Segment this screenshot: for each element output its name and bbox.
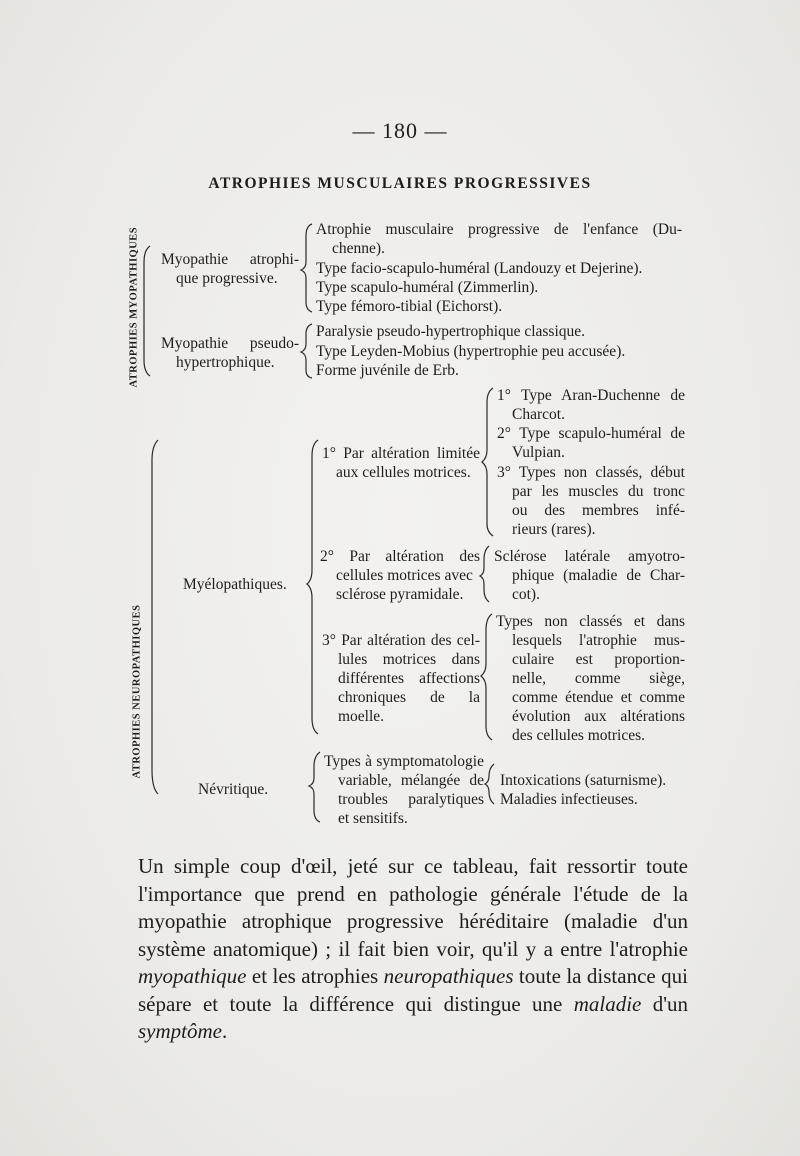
emphasis: symptôme xyxy=(138,1019,222,1043)
sub1-item: par les muscles du tronc xyxy=(512,483,685,500)
myopathiques-vertical-label: ATROPHIES MYOPATHIQUES xyxy=(128,226,140,388)
sub3-line: 3° Par altération des cel- xyxy=(322,632,480,649)
group1-item: Type scapulo-huméral (Zimmerlin). xyxy=(316,279,539,296)
group1-item: Atrophie musculaire progressive de l'enfance (Du- xyxy=(316,221,682,238)
sub2-line: cellules motrices avec xyxy=(336,567,473,584)
sub3-item: Types non classés et dans xyxy=(496,613,685,630)
sub1-line: aux cellules motrices. xyxy=(336,464,471,481)
sub3-line: différentes affections xyxy=(338,670,480,687)
sub3-item: culaire est proportion- xyxy=(512,651,685,668)
sub1-item: 2° Type scapulo-huméral de xyxy=(497,425,685,442)
emphasis: maladie xyxy=(573,991,642,1016)
page-number: — 180 — xyxy=(352,118,448,143)
sub3-item: comme étendue et comme xyxy=(512,689,685,706)
sub3-line: chroniques de la xyxy=(338,689,480,706)
emphasis: neuropathiques xyxy=(383,964,514,988)
sub1-item: Vulpian. xyxy=(512,444,565,461)
nevritique-item: Intoxications (saturnisme). xyxy=(500,772,667,789)
sub3-item: lesquels l'atrophie mus- xyxy=(512,632,685,649)
group2-item: Type Leyden-Mobius (hypertrophie peu accusée). xyxy=(316,343,626,360)
group1-item: chenne). xyxy=(332,240,385,257)
nevritique-line: troubles paralytiques xyxy=(338,791,484,808)
group2-label-line1: Myopathie pseudo- xyxy=(161,335,299,352)
myelopathiques-label: Myélopathiques. xyxy=(183,576,287,593)
sub3-item: nelle, comme siège, xyxy=(512,670,685,687)
sub1-item: Charcot. xyxy=(512,406,565,423)
group2-label-line2: hypertrophique. xyxy=(176,354,275,371)
sub2-line: sclérose pyramidale. xyxy=(336,586,464,603)
sub1-item: 3° Types non classés, début xyxy=(497,464,685,481)
table-title: ATROPHIES MUSCULAIRES PROGRESSIVES xyxy=(208,175,592,192)
group1-label-line1: Myopathie atrophi- xyxy=(161,251,299,268)
nevritique-line: Types à symptomatologie xyxy=(324,753,484,770)
sub3-item: évolution aux altérations xyxy=(512,708,685,725)
sub1-item: 1° Type Aran-Duchenne de xyxy=(497,387,685,404)
emphasis: myopathique xyxy=(138,964,247,988)
body-paragraph: Un simple coup d'œil, jeté sur ce tableau, fait ressortir toute l'importance que prend en pathologie générale l'étude de la myopathie atrophique progressive héréditaire (maladie d'un système anatomique) ; il fait bien voir, qu'il y a entre l'atrophie myopathique et les atrophies neuropathiques toute la distance qui sépare et toute la différence qui distingue une maladie d'un symptôme. xyxy=(138,854,688,1043)
sub3-line: lules motrices dans xyxy=(338,651,480,668)
sub1-line: 1° Par altération limitée xyxy=(322,445,480,462)
sub2-item: phique (maladie de Char- xyxy=(512,567,685,584)
group1-label-line2: que progressive. xyxy=(176,270,278,287)
nevritique-label: Névritique. xyxy=(198,781,269,798)
sub3-item: des cellules motrices. xyxy=(512,727,645,744)
sub2-line: 2° Par altération des xyxy=(320,548,480,565)
group1-item: Type facio-scapulo-huméral (Landouzy et Dejerine). xyxy=(316,260,643,277)
neuropathiques-vertical-label: ATROPHIES NEUROPATHIQUES xyxy=(131,604,143,779)
group2-item: Paralysie pseudo-hypertrophique classique. xyxy=(316,323,586,340)
nevritique-line: et sensitifs. xyxy=(338,810,408,827)
sub3-line: moelle. xyxy=(338,708,385,725)
group1-item: Type fémoro-tibial (Eichorst). xyxy=(316,298,503,315)
nevritique-line: variable, mélangée de xyxy=(338,772,484,789)
sub1-item: ou des membres infé- xyxy=(512,502,685,519)
sub1-item: rieurs (rares). xyxy=(512,521,596,538)
nevritique-item: Maladies infectieuses. xyxy=(500,791,638,808)
group2-item: Forme juvénile de Erb. xyxy=(316,362,459,379)
sub2-item: Sclérose latérale amyotro- xyxy=(494,548,685,565)
sub2-item: cot). xyxy=(512,586,540,603)
